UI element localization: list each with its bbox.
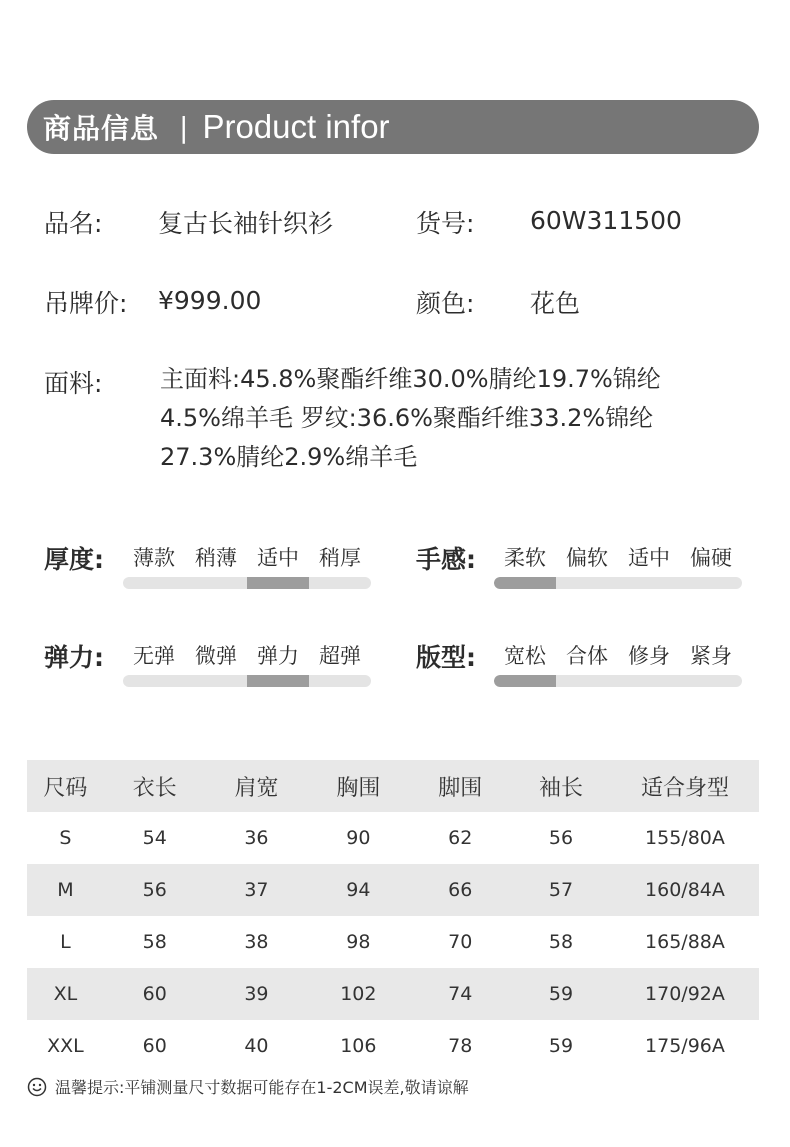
table-cell: 56	[104, 864, 206, 916]
table-cell: 66	[409, 864, 511, 916]
scale-option: 超弹	[319, 644, 361, 668]
scale-options	[494, 640, 742, 670]
table-cell: 70	[448, 931, 473, 953]
scale-label: 弹力:	[44, 643, 104, 672]
table-header-cell: 袖长	[511, 760, 611, 812]
table-cell: 40	[244, 1035, 269, 1057]
table-row	[27, 812, 759, 864]
table-cell: L	[60, 931, 71, 953]
scale-option: 无弹	[133, 644, 175, 668]
price-value: ¥999.00	[158, 286, 262, 315]
price-label: 吊牌价:	[44, 289, 128, 318]
section-header	[27, 100, 759, 154]
fabric-label: 面料:	[44, 369, 103, 398]
measurement-tip	[27, 1075, 469, 1098]
table-cell: XL	[27, 968, 104, 1020]
table-row	[27, 864, 759, 916]
table-header-row	[27, 760, 759, 812]
table-cell: 60	[142, 1035, 167, 1057]
scale-indicator	[247, 577, 309, 589]
tip-text: 温馨提示:平铺测量尺寸数据可能存在1-2CM误差,敬请谅解	[55, 1078, 469, 1097]
table-cell: 58	[142, 931, 167, 953]
table-cell: 54	[142, 827, 167, 849]
sku-value: 60W311500	[530, 206, 682, 235]
scale-option: 合体	[566, 644, 608, 668]
scale-indicator	[494, 675, 556, 687]
table-cell: 155/80A	[645, 827, 725, 849]
table-cell: M	[27, 864, 104, 916]
table-header-cell: 尺码	[27, 760, 104, 812]
scale-indicator	[247, 675, 309, 687]
table-header-cell: 衣长	[104, 760, 206, 812]
scale-track	[494, 577, 742, 589]
scale-options	[123, 640, 371, 670]
scale-option: 适中	[257, 546, 299, 570]
scale-label: 版型:	[416, 643, 476, 672]
table-cell: 60	[104, 968, 206, 1020]
table-row	[27, 1020, 759, 1072]
table-row	[27, 968, 759, 1020]
table-cell: 58	[548, 931, 574, 953]
size-table	[27, 760, 759, 1072]
table-cell: XXL	[47, 1035, 84, 1057]
smile-icon	[27, 1077, 47, 1097]
name-label: 品名:	[44, 209, 103, 238]
color-label: 颜色:	[416, 289, 475, 318]
sku-label: 货号:	[416, 209, 475, 238]
scale-option: 稍薄	[195, 546, 237, 570]
table-cell: 62	[448, 827, 473, 849]
table-cell: 102	[307, 968, 409, 1020]
table-cell: 175/96A	[645, 1035, 725, 1057]
scale-option: 弹力	[257, 644, 299, 668]
scale-track	[494, 675, 742, 687]
header-title-en: Product infor	[202, 108, 390, 145]
table-header-cell: 胸围	[307, 760, 409, 812]
fabric-line: 4.5%绵羊毛 罗纹:36.6%聚酯纤维33.2%锦纶	[160, 404, 654, 432]
header-separator: |	[179, 110, 189, 144]
table-cell: 38	[244, 931, 269, 953]
scale-label: 手感:	[416, 545, 476, 574]
table-cell: 106	[340, 1035, 377, 1057]
table-header-cell: 脚围	[409, 760, 511, 812]
scale-option: 修身	[628, 644, 670, 668]
table-cell: 170/92A	[611, 968, 759, 1020]
scale-options	[123, 542, 371, 572]
table-cell: 59	[511, 968, 611, 1020]
table-cell: 56	[548, 827, 574, 849]
table-cell: 36	[244, 827, 269, 849]
table-cell: 57	[511, 864, 611, 916]
table-cell: 59	[548, 1035, 574, 1057]
table-cell: 37	[206, 864, 308, 916]
scale-option: 偏软	[566, 546, 608, 570]
fabric-composition	[160, 360, 720, 477]
table-cell: S	[59, 827, 72, 849]
table-cell: 39	[206, 968, 308, 1020]
table-row	[27, 916, 759, 968]
scale-option: 宽松	[504, 644, 546, 668]
scale-option: 薄款	[133, 546, 175, 570]
scale-option: 稍厚	[319, 546, 361, 570]
scale-option: 柔软	[504, 546, 546, 570]
fabric-line: 主面料:45.8%聚酯纤维30.0%腈纶19.7%锦纶	[160, 365, 661, 393]
scale-track	[123, 577, 371, 589]
name-value: 复古长袖针织衫	[158, 209, 334, 238]
header-title-cn: 商品信息	[43, 112, 160, 145]
scale-options	[494, 542, 742, 572]
color-value: 花色	[530, 289, 581, 318]
scale-option: 偏硬	[690, 546, 732, 570]
scale-option: 紧身	[690, 644, 732, 668]
scale-option: 微弹	[195, 644, 237, 668]
table-cell: 94	[307, 864, 409, 916]
scale-indicator	[494, 577, 556, 589]
scale-option: 适中	[628, 546, 670, 570]
table-cell: 74	[409, 968, 511, 1020]
table-header-cell: 肩宽	[206, 760, 308, 812]
scale-label: 厚度:	[44, 545, 104, 574]
table-cell: 165/88A	[645, 931, 725, 953]
table-cell: 160/84A	[611, 864, 759, 916]
table-cell: 98	[346, 931, 371, 953]
fabric-line: 27.3%腈纶2.9%绵羊毛	[160, 443, 418, 471]
table-header-cell: 适合身型	[611, 760, 759, 812]
table-cell: 78	[448, 1035, 473, 1057]
scale-track	[123, 675, 371, 687]
table-cell: 90	[346, 827, 371, 849]
